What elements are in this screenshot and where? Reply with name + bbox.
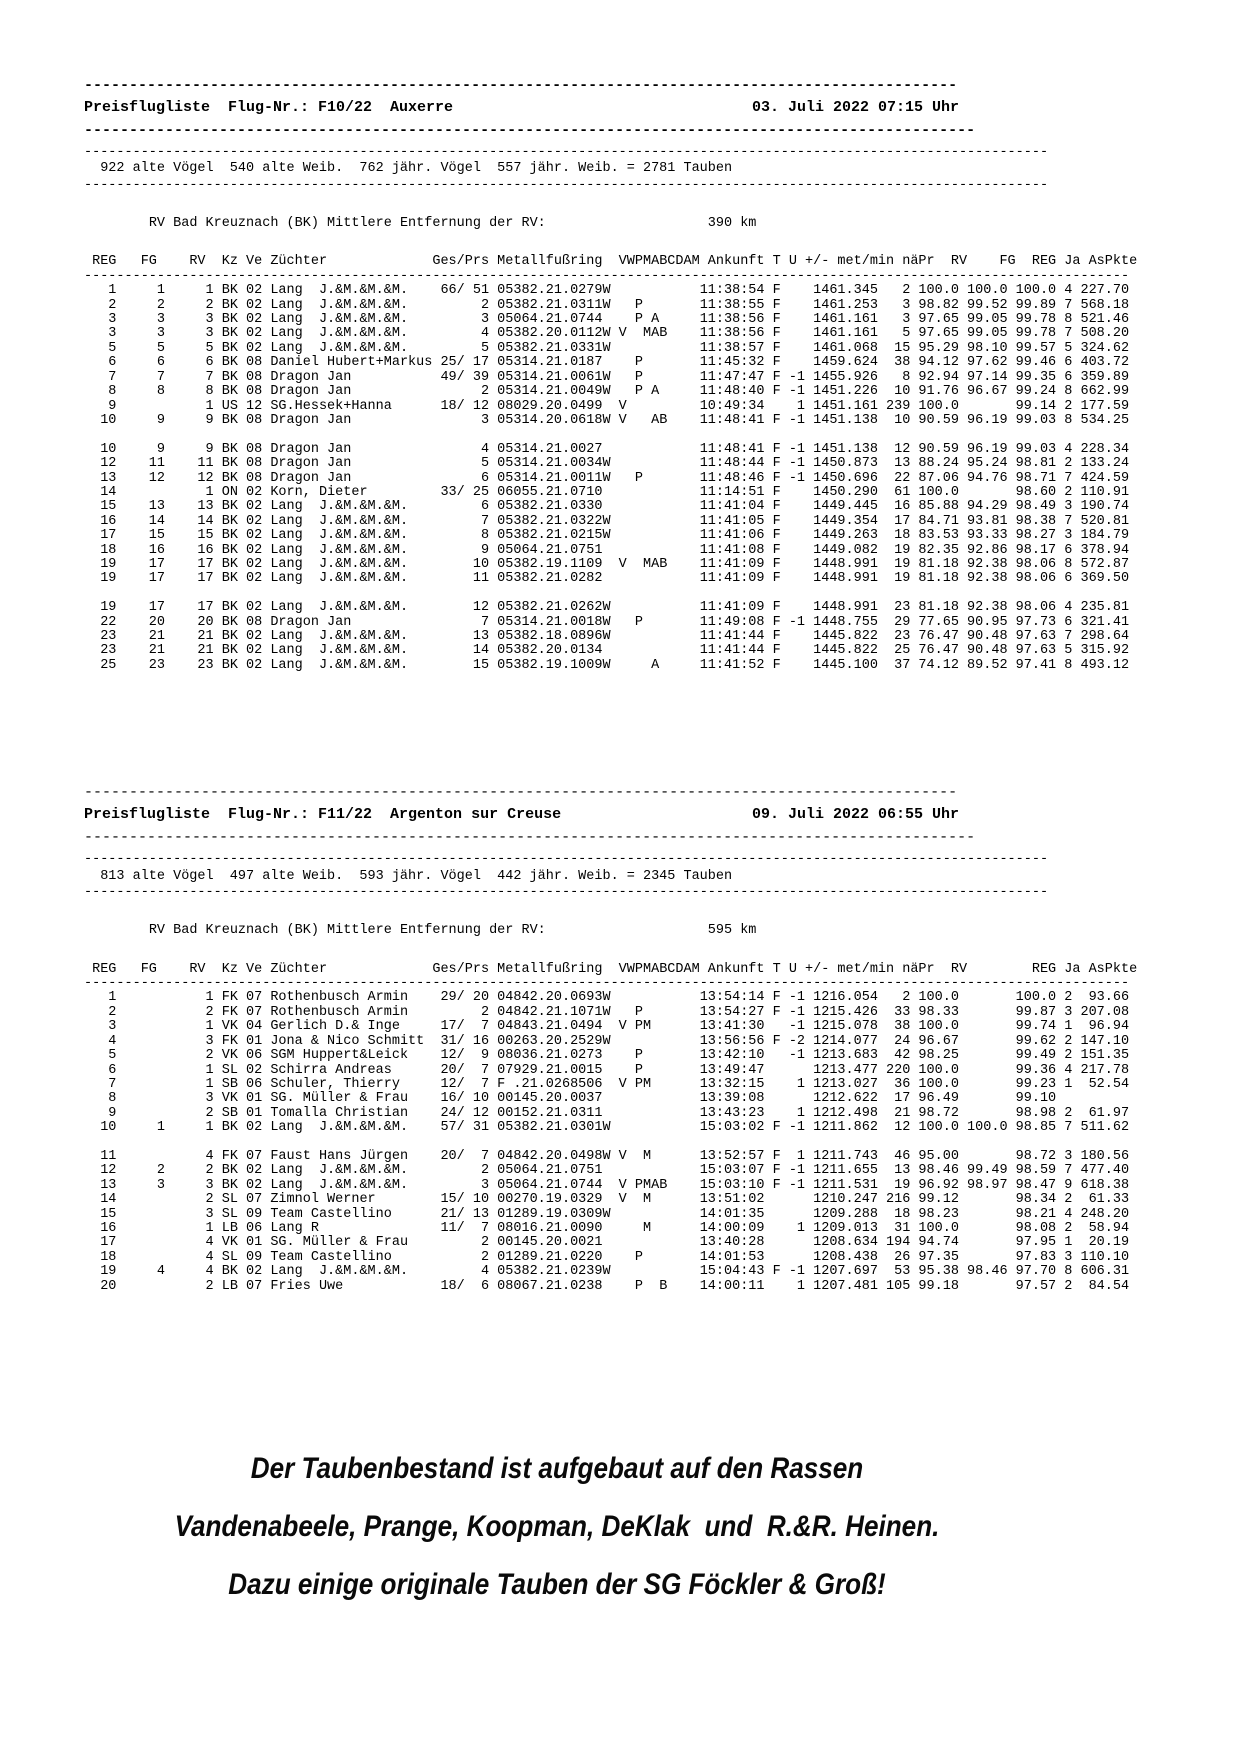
report-title: Preisflugliste Flug-Nr.: F10/22 Auxerre: [84, 99, 454, 116]
report-datetime: 03. Juli 2022 07:15 Uhr: [751, 99, 959, 116]
header-separator: ---------------------------------------------------------------------------------------------------: [84, 122, 976, 139]
table-row: 7 7 7 BK 08 Dragon Jan 49/ 39 05314.21.0061W P 11:47:47 F -1 1455.926 8 92.94 97.14 99.35 6 359.89: [84, 369, 1130, 385]
table-row: 14 1 ON 02 Korn, Dieter 33/ 25 06055.21.0710 11:14:51 F 1450.290 61 100.0 98.60 2 110.91: [84, 484, 1130, 500]
table-row: 17 4 VK 01 SG. Müller & Frau 2 00145.20.0021 13:40:28 1208.634 194 94.74 97.95 1 20.19: [84, 1235, 1130, 1251]
breed-announcement-line: Dazu einige originale Tauben der SG Föckler & Groß!: [228, 1568, 886, 1601]
table-row: 23 21 21 BK 02 Lang J.&M.&M.&M. 14 05382.20.0134 11:41:44 F 1445.822 25 76.47 90.48 97.63 5 315.92: [84, 643, 1130, 659]
table-row: 10 1 1 BK 02 Lang J.&M.&M.&M. 57/ 31 05382.21.0301W 15:03:02 F -1 1211.862 12 100.0 100.0 98.85 7 511.62: [84, 1120, 1130, 1136]
table-row: 9 1 US 12 SG.Hessek+Hanna 18/ 12 08029.20.0499 V 10:49:34 1 1451.161 239 100.0 99.14 2 177.59: [84, 398, 1130, 414]
header-separator: -------------------------------------------------------------------------------------------------: [84, 77, 958, 94]
stats-separator: -----------------------------------------------------------------------------------------------------------------------: [84, 177, 1049, 193]
table-row: 7 1 SB 06 Schuler, Thierry 12/ 7 F .21.0268506 V PM 13:32:15 1 1213.027 36 100.0 99.23 1 52.54: [84, 1076, 1130, 1092]
table-row: 8 3 VK 01 SG. Müller & Frau 16/ 10 00145.20.0037 13:39:08 1212.622 17 96.49 99.10: [84, 1091, 1130, 1107]
table-row: 2 2 FK 07 Rothenbusch Armin 2 04842.21.1071W P 13:54:27 F -1 1215.426 33 98.33 99.87 3 207.08: [84, 1004, 1130, 1020]
table-row: 25 23 23 BK 02 Lang J.&M.&M.&M. 15 05382.19.1009W A 11:41:52 F 1445.100 37 74.12 89.52 97.41 8 493.12: [84, 657, 1130, 673]
table-separator: ---------------------------------------------------------------------------------------------------------------------------------: [84, 268, 1130, 284]
header-separator: ---------------------------------------------------------------------------------------------------: [84, 829, 976, 847]
table-header-row: REG FG RV Kz Ve Züchter Ges/Prs Metallfußring VWPMABCDAM Ankunft T U +/- met/min näPr RV FG REG Ja AsPkte: [84, 254, 1138, 270]
table-row: 16 1 LB 06 Lang R 11/ 7 08016.21.0090 M 14:00:09 1 1209.013 31 100.0 98.08 2 58.94: [84, 1220, 1130, 1236]
table-row: 18 16 16 BK 02 Lang J.&M.&M.&M. 9 05064.21.0751 11:41:08 F 1449.082 19 82.35 92.86 98.17 6 378.94: [84, 542, 1130, 558]
stats-separator: -----------------------------------------------------------------------------------------------------------------------: [84, 145, 1049, 160]
rv-distance-value: 390 km: [707, 215, 757, 231]
table-row: 3 1 VK 04 Gerlich D.& Inge 17/ 7 04843.21.0494 V PM 13:41:30 -1 1215.078 38 100.0 99.74 1 96.94: [84, 1019, 1130, 1035]
breed-announcement: [84, 1451, 1030, 1603]
table-row: 10 9 9 BK 08 Dragon Jan 4 05314.21.0027 11:48:41 F -1 1451.138 12 90.59 96.19 99.03 4 228.34: [84, 441, 1130, 457]
table-row: 2 2 2 BK 02 Lang J.&M.&M.&M. 2 05382.21.0311W P 11:38:55 F 1461.253 3 98.82 99.52 99.89 7 568.18: [84, 297, 1130, 313]
table-row: 14 2 SL 07 Zimnol Werner 15/ 10 00270.19.0329 V M 13:51:02 1210.247 216 99.12 98.34 2 61.33: [84, 1192, 1130, 1208]
table-block-gap: [84, 587, 1184, 601]
breed-announcement-line: Vandenabeele, Prange, Koopman, DeKlak und R.&R. Heinen.: [174, 1510, 940, 1543]
results-table: [84, 255, 1184, 673]
table-header-row: REG FG RV Kz Ve Züchter Ges/Prs Metallfußring VWPMABCDAM Ankunft T U +/- met/min näPr RV REG Ja AsPkte: [84, 961, 1138, 977]
table-row: 20 2 LB 07 Fries Uwe 18/ 6 08067.21.0238 P B 14:00:11 1 1207.481 105 99.18 97.57 2 84.54: [84, 1278, 1130, 1294]
document-content: [84, 78, 1184, 1625]
table-row: 5 2 VK 06 SGM Huppert&Leick 12/ 9 08036.21.0273 P 13:42:10 -1 1213.683 42 98.25 99.49 2 151.35: [84, 1048, 1130, 1064]
table-row: 16 14 14 BK 02 Lang J.&M.&M.&M. 7 05382.21.0322W 11:41:05 F 1449.354 17 84.71 93.81 98.38 7 520.81: [84, 513, 1130, 529]
table-separator: ---------------------------------------------------------------------------------------------------------------------------------: [84, 976, 1130, 992]
flight-report-f11-22: [84, 785, 1184, 1294]
table-row: 13 3 3 BK 02 Lang J.&M.&M.&M. 3 05064.21.0744 V PMAB 15:03:10 F -1 1211.531 19 96.92 98.97 98.47 9 618.38: [84, 1177, 1130, 1193]
report-header: [84, 100, 959, 115]
results-table: [84, 963, 1184, 1294]
table-row: 10 9 9 BK 08 Dragon Jan 3 05314.20.0618W V AB 11:48:41 F -1 1451.138 10 90.59 96.19 99.03 8 534.25: [84, 412, 1130, 428]
rv-distance-line: [84, 909, 1184, 952]
rv-distance-label: RV Bad Kreuznach (BK) Mittlere Entfernung der RV:: [148, 922, 546, 938]
report-title: Preisflugliste Flug-Nr.: F11/22 Argenton sur Creuse: [84, 806, 562, 824]
table-row: 17 15 15 BK 02 Lang J.&M.&M.&M. 8 05382.21.0215W 11:41:06 F 1449.263 18 83.53 93.33 98.27 3 184.79: [84, 528, 1130, 544]
table-row: 19 17 17 BK 02 Lang J.&M.&M.&M. 11 05382.21.0282 11:41:09 F 1448.991 19 81.18 92.38 98.06 6 369.50: [84, 571, 1130, 587]
stats-separator: -----------------------------------------------------------------------------------------------------------------------: [84, 852, 1049, 868]
table-row: 19 4 4 BK 02 Lang J.&M.&M.&M. 4 05382.21.0239W 15:04:43 F -1 1207.697 53 95.38 98.46 97.70 8 606.31: [84, 1264, 1130, 1280]
table-row: 3 3 3 BK 02 Lang J.&M.&M.&M. 4 05382.20.0112W V MAB 11:38:56 F 1461.161 5 97.65 99.05 99.78 7 508.20: [84, 326, 1130, 342]
table-row: 23 21 21 BK 02 Lang J.&M.&M.&M. 13 05382.18.0896W 11:41:44 F 1445.822 23 76.47 90.48 97.63 7 298.64: [84, 629, 1130, 644]
bird-count-summary: 922 alte Vögel 540 alte Weib. 762 jähr. Vögel 557 jähr. Weib. = 2781 Tauben: [100, 161, 733, 177]
table-row: 1 1 FK 07 Rothenbusch Armin 29/ 20 04842.20.0693W 13:54:14 F -1 1216.054 2 100.0 100.0 2 93.66: [84, 990, 1130, 1006]
table-row: 3 3 3 BK 02 Lang J.&M.&M.&M. 3 05064.21.0744 P A 11:38:56 F 1461.161 3 97.65 99.05 99.78 8 521.46: [84, 312, 1130, 328]
flight-report-f10-22: [84, 78, 1184, 673]
table-row: 4 3 FK 01 Jona & Nico Schmitt 31/ 16 00263.20.2529W 13:56:56 F -2 1214.077 24 96.67 99.62 2 147.10: [84, 1033, 1130, 1049]
rv-distance-line: [84, 202, 1184, 245]
table-row: 1 1 1 BK 02 Lang J.&M.&M.&M. 66/ 51 05382.21.0279W 11:38:54 F 1461.345 2 100.0 100.0 100.0 4 227.70: [84, 283, 1130, 299]
table-row: 19 17 17 BK 02 Lang J.&M.&M.&M. 10 05382.19.1109 V MAB 11:41:09 F 1448.991 19 81.18 92.38 98.06 8 572.87: [84, 556, 1130, 572]
table-row: 15 3 SL 09 Team Castellino 21/ 13 01289.19.0309W 14:01:35 1209.288 18 98.23 98.21 4 248.20: [84, 1206, 1130, 1222]
rv-distance-label: RV Bad Kreuznach (BK) Mittlere Entfernung der RV:: [148, 215, 546, 231]
bird-count-summary: 813 alte Vögel 497 alte Weib. 593 jähr. Vögel 442 jähr. Weib. = 2345 Tauben: [100, 868, 733, 884]
rv-distance-value: 595 km: [707, 922, 757, 938]
table-row: 22 20 20 BK 08 Dragon Jan 7 05314.21.0018W P 11:49:08 F -1 1448.755 29 77.65 90.95 97.73 6 321.41: [84, 614, 1130, 630]
table-row: 15 13 13 BK 02 Lang J.&M.&M.&M. 6 05382.21.0330 11:41:04 F 1449.445 16 85.88 94.29 98.49 3 190.74: [84, 499, 1130, 515]
table-row: 12 2 2 BK 02 Lang J.&M.&M.&M. 2 05064.21.0751 15:03:07 F -1 1211.655 13 98.46 99.49 98.59 7 477.40: [84, 1163, 1130, 1179]
table-row: 18 4 SL 09 Team Castellino 2 01289.21.0220 P 14:01:53 1208.438 26 97.35 97.83 3 110.10: [84, 1249, 1130, 1265]
report-datetime: 09. Juli 2022 06:55 Uhr: [751, 806, 959, 824]
table-row: 13 12 12 BK 08 Dragon Jan 6 05314.21.0011W P 11:48:46 F -1 1450.696 22 87.06 94.76 98.71 7 424.59: [84, 470, 1130, 486]
breed-announcement-line: Der Taubenbestand ist aufgebaut auf den Rassen: [250, 1452, 864, 1485]
table-row: 5 5 5 BK 02 Lang J.&M.&M.&M. 5 05382.21.0331W 11:38:57 F 1461.068 15 95.29 98.10 99.57 5 324.62: [84, 340, 1130, 356]
report-header: [84, 807, 959, 822]
table-row: 9 2 SB 01 Tomalla Christian 24/ 12 00152.21.0311 13:43:23 1 1212.498 21 98.72 98.98 2 61.97: [84, 1105, 1130, 1121]
table-row: 12 11 11 BK 08 Dragon Jan 5 05314.21.0034W 11:48:44 F -1 1450.873 13 88.24 95.24 98.81 2 133.24: [84, 456, 1130, 472]
table-row: 6 6 6 BK 08 Daniel Hubert+Markus 25/ 17 05314.21.0187 P 11:45:32 F 1459.624 38 94.12 97.62 99.46 6 403.72: [84, 355, 1130, 371]
table-row: 11 4 FK 07 Faust Hans Jürgen 20/ 7 04842.20.0498W V M 13:52:57 F 1 1211.743 46 95.00 98.72 3 180.56: [84, 1148, 1130, 1164]
table-row: 8 8 8 BK 08 Dragon Jan 2 05314.21.0049W P A 11:48:40 F -1 1451.226 10 91.76 96.67 99.24 8 662.99: [84, 384, 1130, 400]
table-row: 19 17 17 BK 02 Lang J.&M.&M.&M. 12 05382.21.0262W 11:41:09 F 1448.991 23 81.18 92.38 98.06 4 235.81: [84, 600, 1130, 616]
table-block-gap: [84, 428, 1184, 442]
stats-separator: -----------------------------------------------------------------------------------------------------------------------: [84, 885, 1049, 901]
header-separator: -------------------------------------------------------------------------------------------------: [84, 784, 958, 802]
table-row: 6 1 SL 02 Schirra Andreas 20/ 7 07929.21.0015 P 13:49:47 1213.477 220 100.0 99.36 4 217.78: [84, 1062, 1130, 1078]
table-block-gap: [84, 1136, 1184, 1150]
